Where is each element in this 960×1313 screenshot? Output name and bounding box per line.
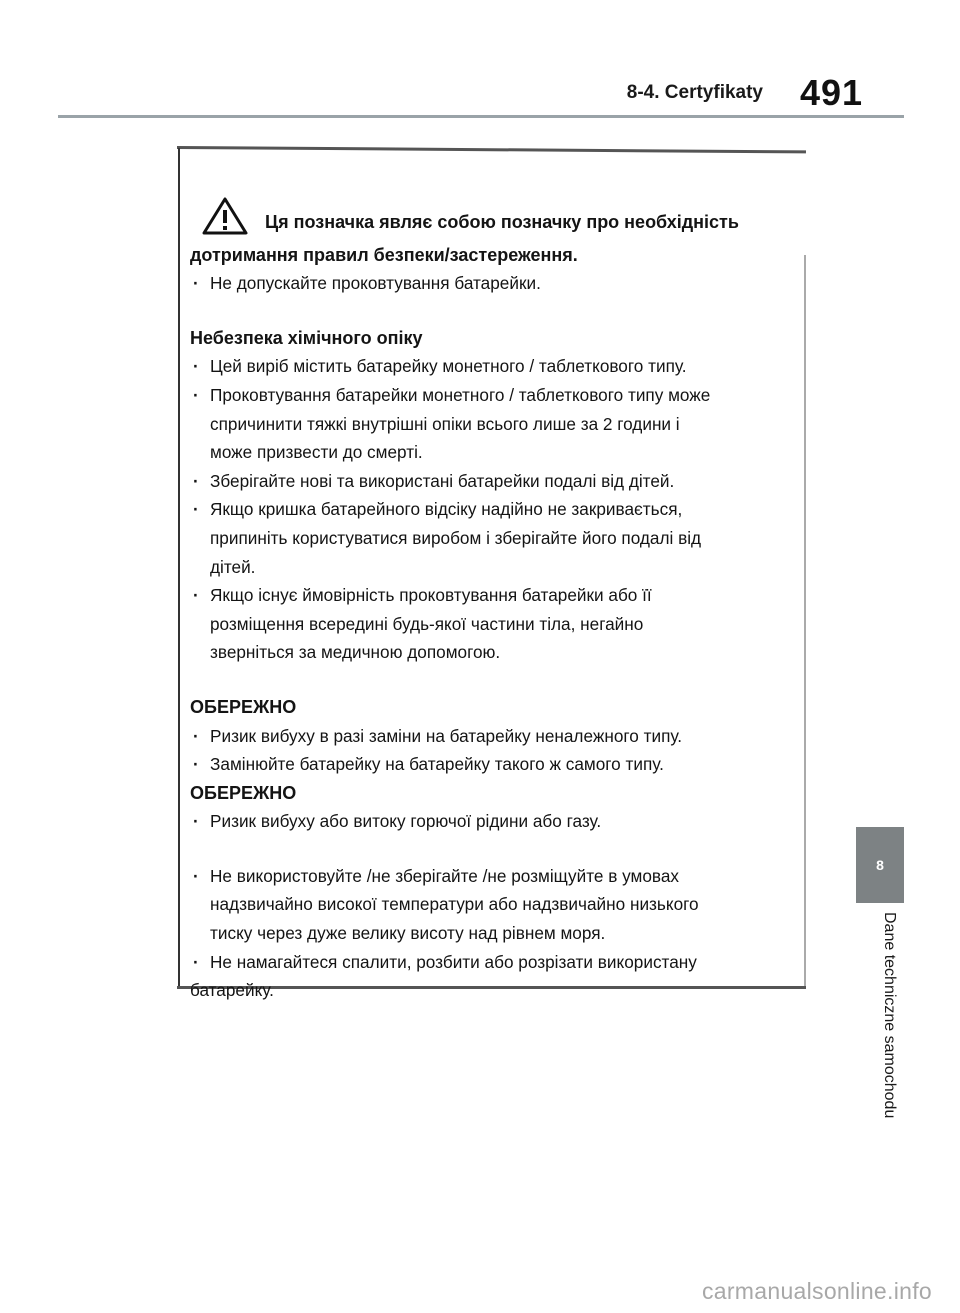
watermark: carmanualsonline.info (701, 1278, 932, 1304)
chemical-burn-bullet-5: · Якщо існує ймовірність проковтування батарейки або її (190, 581, 796, 610)
warning-title-line1: Ця позначка являє собою позначку про необхідність (265, 212, 739, 232)
caution-1-bullet-2: · Замінюйте батарейку на батарейку такого ж самого типу. (190, 750, 796, 779)
chemical-burn-bullet-5-cont: зверніться за медичною допомогою. (210, 642, 501, 663)
caution-2-bullet-2-cont: тиску через дуже велику висоту над рівнем моря. (210, 923, 606, 944)
intro-bullet: · Не допускайте проковтування батарейки. (190, 269, 796, 298)
chemical-burn-bullet-3: · Зберігайте нові та використані батарейки подалі від дітей. (190, 467, 796, 496)
caution-2-bullet-2: · Не використовуйте /не зберігайте /не розміщуйте в умовах (190, 862, 796, 891)
scan-border-left (178, 148, 180, 988)
caution-1-bullet-1: · Ризик вибуху в разі заміни на батарейку неналежного типу. (190, 722, 796, 751)
chapter-title: Dane techniczne samochodu (881, 912, 898, 1119)
chapter-number: 8 (876, 857, 884, 873)
header-divider (58, 115, 904, 118)
warning-title-line2: дотримання правил безпеки/застереження. (190, 244, 578, 265)
chemical-burn-bullet-2: · Проковтування батарейки монетного / таблеткового типу може (190, 381, 796, 410)
chapter-tab[interactable] (856, 827, 904, 903)
caution-heading-1: ОБЕРЕЖНО (190, 696, 297, 717)
chemical-burn-bullet-2-cont: може призвести до смерті. (210, 442, 423, 463)
chemical-burn-bullet-2-cont: спричинити тяжкі внутрішні опіки всього лише за 2 години і (210, 413, 680, 434)
caution-heading-2: ОБЕРЕЖНО (190, 782, 297, 803)
chemical-burn-bullet-4-cont: дітей. (210, 556, 256, 577)
chemical-burn-bullet-5-cont: розміщення всередині будь-якої частини тіла, негайно (210, 613, 644, 634)
chemical-burn-bullet-1: · Цей виріб містить батарейку монетного / таблеткового типу. (190, 352, 796, 381)
caution-2-bullet-3-cont: батарейку. (190, 980, 274, 1001)
page-number: 491 (800, 72, 864, 113)
scan-border-right (804, 255, 806, 988)
warning-triangle-icon (201, 196, 249, 236)
section-title: 8-4. Certyfikaty (626, 82, 763, 103)
caution-2-bullet-3: · Не намагайтеся спалити, розбити або розрізати використану (190, 948, 796, 977)
caution-2-bullet-1: · Ризик вибуху або витоку горючої рідини або газу. (190, 807, 796, 836)
warning-header (190, 196, 796, 237)
chemical-burn-heading: Небезпека хімічного опіку (190, 327, 423, 348)
caution-2-bullet-2-cont: надзвичайно високої температури або надзвичайно низького (210, 894, 699, 915)
chemical-burn-bullet-4-cont: припиніть користуватися виробом і зберігайте його подалі від (210, 527, 702, 548)
notice-content (190, 196, 796, 1005)
chemical-burn-bullet-4: · Якщо кришка батарейного відсіку надійно не закривається, (190, 495, 796, 524)
